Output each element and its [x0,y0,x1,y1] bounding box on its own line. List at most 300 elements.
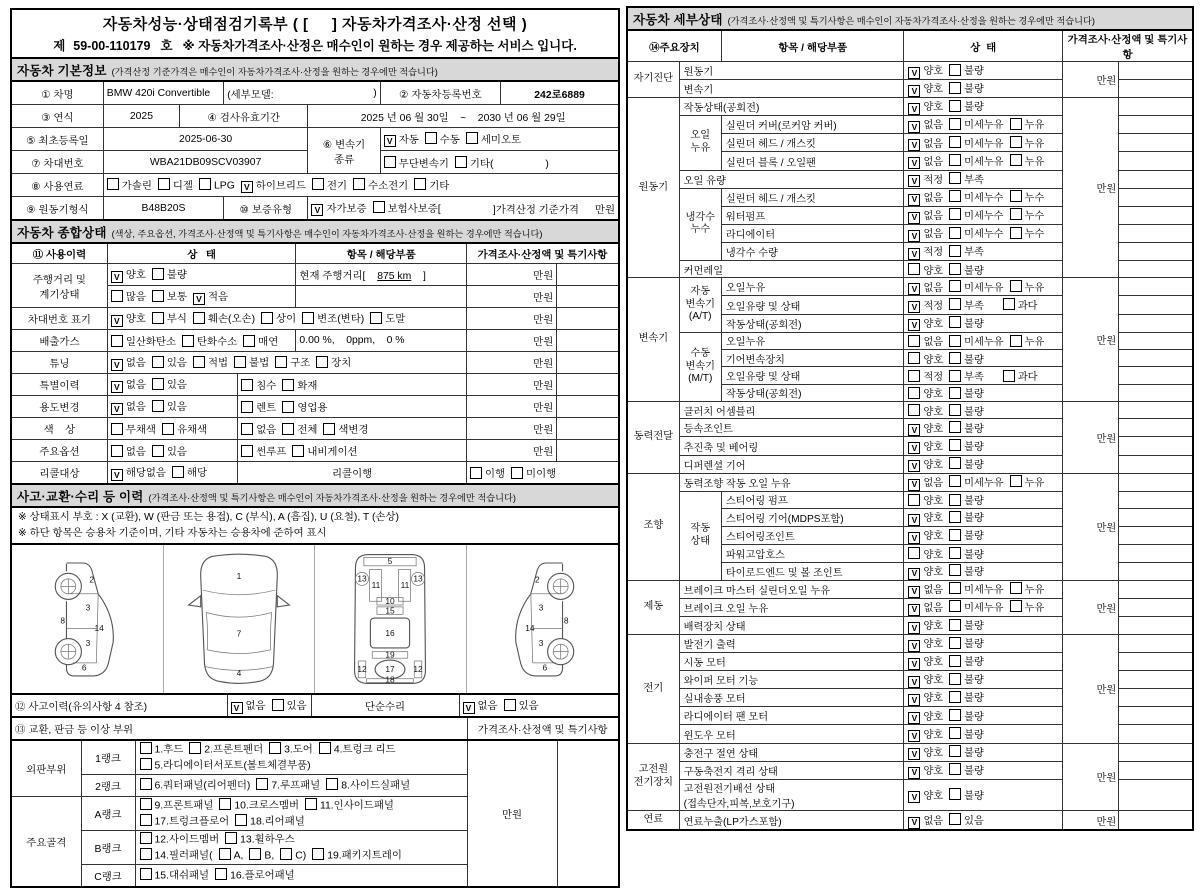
checkbox[interactable] [275,356,287,368]
option-label: 불량 [964,406,984,418]
checkbox[interactable] [908,404,920,416]
checkbox[interactable] [193,312,205,324]
svg-text:7: 7 [236,628,242,639]
checkbox[interactable] [152,356,164,368]
checkbox[interactable] [269,742,281,754]
check-option [1003,297,1038,312]
checkbox[interactable] [908,387,920,399]
checkbox[interactable] [949,387,961,399]
checkbox[interactable]: V [908,212,920,224]
item-label: 작동상태(공회전) [721,314,904,332]
state-cell [107,286,296,308]
checkbox[interactable] [189,742,201,754]
checkbox[interactable] [158,178,170,190]
checkbox[interactable] [949,190,961,202]
checkbox[interactable] [152,268,164,280]
price-amount: 만원 [466,418,556,440]
checkbox[interactable] [111,335,123,347]
check-option [172,464,207,479]
checkbox[interactable] [908,494,920,506]
checkbox[interactable] [152,312,164,324]
check-option [463,697,498,714]
checkbox[interactable] [1010,227,1022,239]
checkbox[interactable] [353,178,365,190]
option-label: 불량 [964,102,984,114]
checkbox[interactable]: V [908,604,920,616]
field-label: ③ 연식 [11,105,103,128]
check-option [908,279,943,296]
checkbox[interactable] [949,118,961,130]
checkbox[interactable] [908,263,920,275]
checkbox[interactable] [292,445,304,457]
checkbox[interactable] [949,637,961,649]
option-label: 7.루프패널 [271,780,321,792]
check-option [152,398,187,413]
checkbox[interactable]: V [463,702,475,714]
car-name-value: BMW 420i Convertible [103,81,223,105]
checkbox[interactable] [470,467,482,479]
checkbox[interactable] [1010,154,1022,166]
checkbox[interactable] [908,335,920,347]
checkbox[interactable] [949,788,961,800]
row-label: 용도변경 [11,396,107,418]
checkbox[interactable] [949,245,961,257]
checkbox[interactable]: V [908,730,920,742]
checkbox[interactable] [414,178,426,190]
checkbox[interactable] [152,378,164,390]
checkbox[interactable]: V [231,702,243,714]
checkbox[interactable] [282,379,294,391]
checkbox[interactable]: V [111,315,123,327]
price-note [1119,261,1193,278]
option-label: 누유 [1024,282,1045,294]
checkbox[interactable] [949,600,961,612]
check-option [949,599,1003,614]
option-label: 유채색 [176,425,208,436]
option-label: 썬루프 [256,447,287,458]
checkbox[interactable]: V [908,712,920,724]
checkbox[interactable]: V [111,381,123,393]
doc-prefix: 제 [53,39,66,53]
checkbox[interactable] [305,798,317,810]
device-label: 연료 [627,811,679,830]
option-label: 누유 [1024,138,1045,150]
checkbox[interactable] [219,798,231,810]
checkbox[interactable] [949,582,961,594]
checkbox[interactable] [241,445,253,457]
option-label: 불량 [964,729,984,741]
checkbox[interactable]: V [384,135,396,147]
item-label: 스티어링 기어(MDPS포함) [721,509,904,527]
checkbox[interactable] [107,178,119,190]
doc-number: 59-00-110179 [73,39,151,53]
checkbox[interactable]: V [908,694,920,706]
check-option [908,653,943,670]
option-label: 적정 [923,247,944,259]
option-label: 불량 [964,354,984,366]
checkbox[interactable] [111,445,123,457]
checkbox[interactable] [241,379,253,391]
checkbox[interactable] [111,423,123,435]
price-note [1119,62,1193,80]
item-label: 윈도우 모터 [679,725,904,743]
option-label: 미세누수 [964,210,1004,222]
state-cell [904,224,1063,242]
checkbox[interactable] [949,439,961,451]
checkbox[interactable] [949,298,961,310]
checkbox[interactable]: V [908,460,920,472]
checkbox[interactable] [949,421,961,433]
check-option [152,354,187,369]
option-label: 양호 [923,729,944,741]
checkbox[interactable]: V [908,586,920,598]
option-label: 4.트렁크 리드 [333,744,396,756]
checkbox[interactable]: V [111,359,123,371]
checkbox[interactable] [235,814,247,826]
checkbox[interactable] [1010,280,1022,292]
checkbox[interactable] [949,280,961,292]
table-row [11,717,619,740]
price-note [1119,367,1193,384]
checkbox[interactable] [949,745,961,757]
checkbox[interactable] [312,848,324,860]
checkbox[interactable] [225,832,237,844]
model-year-value: 2025 [103,105,179,128]
state-cell [904,743,1063,761]
checkbox[interactable] [241,401,253,413]
item-label: 구동축전지 격리 상태 [679,761,904,779]
checkbox[interactable] [425,132,437,144]
check-option [908,403,943,418]
check-option [949,207,1003,222]
checkbox[interactable] [1010,600,1022,612]
checkbox[interactable] [249,848,261,860]
state-cell [107,418,237,440]
check-option [908,744,943,761]
price-note [1119,545,1193,562]
checkbox[interactable] [219,848,231,860]
checkbox[interactable] [323,423,335,435]
checkbox[interactable] [949,475,961,487]
checkbox[interactable] [241,423,253,435]
item-label: 발전기 출력 [679,635,904,653]
checkbox[interactable] [949,227,961,239]
checkbox[interactable] [949,619,961,631]
part-cell: 0.00 %, 0ppm, 0 % [296,330,467,352]
price-note [1119,635,1193,653]
checkbox[interactable] [504,699,516,711]
checkbox[interactable] [949,335,961,347]
check-option [282,399,327,414]
checkbox[interactable] [949,529,961,541]
option-label: 누수 [1024,210,1045,222]
option-label: 누유 [1024,337,1045,349]
price-note [1119,437,1193,455]
state-cell [904,62,1063,80]
checkbox[interactable] [272,699,284,711]
checkbox[interactable] [282,423,294,435]
first-registration-value: 2025-06-30 [103,128,308,151]
car-diagram-top [164,545,316,693]
checkbox[interactable] [172,466,184,478]
option-label: 양호 [923,66,944,78]
checkbox[interactable] [949,457,961,469]
table-row [11,308,619,330]
checkbox[interactable] [182,335,194,347]
checkbox[interactable] [908,370,920,382]
svg-text:18: 18 [385,674,395,685]
checkbox[interactable] [949,763,961,775]
checkbox[interactable] [949,564,961,576]
checkbox[interactable]: V [908,283,920,295]
checkbox[interactable]: V [241,181,253,193]
item-label: 시동 모터 [679,653,904,671]
checkbox[interactable] [140,778,152,790]
checkbox[interactable] [949,709,961,721]
check-option [140,742,184,758]
state-cell [904,116,1063,134]
car-diagram-underbody [315,545,467,693]
checkbox[interactable] [256,778,268,790]
check-option [908,527,943,544]
check-option [1010,599,1045,614]
check-option [908,671,943,688]
state-cell [904,689,1063,707]
checkbox[interactable]: V [908,568,920,580]
checkbox[interactable] [949,82,961,94]
engine-type-value: B48B20S [103,197,223,221]
checkbox[interactable]: V [111,469,123,481]
option-label: 양호 [923,657,944,669]
state-cell [107,352,466,374]
checkbox[interactable]: V [193,293,205,305]
checkbox[interactable] [140,848,152,860]
checkbox[interactable] [280,848,292,860]
checkbox[interactable] [949,511,961,523]
check-option [323,421,368,436]
checkbox[interactable] [152,445,164,457]
item-label: 오일 유량 [679,170,904,188]
section-overall-title: 자동차 종합상태 [17,226,107,240]
checkbox[interactable] [949,172,961,184]
option-label: 없음 [923,282,944,294]
checkbox[interactable]: V [908,479,920,491]
checkbox[interactable] [193,356,205,368]
checkbox[interactable]: V [908,748,920,760]
checkbox[interactable] [1010,136,1022,148]
checkbox[interactable] [384,156,396,168]
checkbox[interactable] [140,832,152,844]
part-cell: 현재 주행거리[ 875 km ] [296,264,467,286]
checkbox[interactable]: V [908,248,920,260]
checkbox[interactable] [949,316,961,328]
option-label: 해당 [186,468,208,480]
checkbox[interactable]: V [908,767,920,779]
checkbox[interactable] [949,370,961,382]
option-label: 누수 [1024,192,1045,204]
checkbox[interactable] [949,100,961,112]
checkbox[interactable] [140,798,152,810]
check-option [949,315,984,330]
checkbox[interactable] [316,356,328,368]
checkbox[interactable] [111,290,123,302]
checkbox[interactable] [199,178,211,190]
checkbox[interactable] [319,742,331,754]
option-label: 양호 [923,354,944,366]
check-option [282,377,317,392]
checkbox[interactable] [162,423,174,435]
checkbox[interactable] [908,352,920,364]
checkbox[interactable] [152,400,164,412]
checkbox[interactable] [949,208,961,220]
column-header: 상 태 [904,30,1063,62]
check-option [140,814,230,830]
checkbox[interactable] [234,356,246,368]
checkbox[interactable] [326,778,338,790]
checkbox[interactable]: V [908,532,920,544]
check-option [908,546,943,561]
checkbox[interactable] [949,64,961,76]
checkbox[interactable] [466,132,478,144]
checkbox[interactable]: V [908,676,920,688]
column-header: 항목 / 해당부품 [721,30,904,62]
checkbox[interactable]: V [908,85,920,97]
checkbox[interactable]: V [908,139,920,151]
state-cell [904,367,1063,384]
checkbox[interactable] [908,547,920,559]
option-label: 미세누유 [964,337,1004,349]
checkbox[interactable] [312,178,324,190]
checkbox[interactable]: V [311,204,323,216]
checkbox[interactable]: V [908,67,920,79]
checkbox[interactable] [949,655,961,667]
checkbox[interactable] [1010,190,1022,202]
checkbox[interactable]: V [908,175,920,187]
check-option [353,177,408,192]
price-amount: 만원 [1063,743,1119,811]
option-label: 불량 [964,693,984,705]
checkbox[interactable] [949,727,961,739]
checkbox[interactable] [511,467,523,479]
checkbox[interactable]: V [908,319,920,331]
checkbox[interactable] [302,312,314,324]
checkbox[interactable] [455,156,467,168]
checkbox[interactable]: V [908,103,920,115]
price-note [1119,116,1193,134]
checkbox[interactable]: V [111,403,123,415]
checkbox[interactable]: V [908,658,920,670]
checkbox[interactable]: V [908,121,920,133]
checkbox[interactable] [949,813,961,825]
checkbox[interactable] [949,136,961,148]
checkbox[interactable] [140,868,152,880]
checkbox[interactable] [949,352,961,364]
price-note [1119,455,1193,473]
table-row [627,743,1193,761]
check-option [140,848,213,864]
option-label: 적정 [923,174,944,186]
checkbox[interactable] [140,814,152,826]
option-label: 부족 [964,300,984,312]
checkbox[interactable]: V [908,424,920,436]
submodel-close: ) [373,87,377,99]
check-option [908,207,943,224]
checkbox[interactable] [282,401,294,413]
checkbox[interactable] [949,547,961,559]
option-label: 13.휠하우스 [240,834,295,846]
checkbox[interactable] [1003,370,1015,382]
check-option [949,385,984,400]
subgroup-label: 냉각수 누수 [679,188,721,260]
checkbox[interactable]: V [908,514,920,526]
checkbox[interactable] [949,154,961,166]
checkbox[interactable] [140,742,152,754]
checkbox[interactable] [1003,298,1015,310]
check-option [949,116,1003,131]
checkbox[interactable] [949,494,961,506]
checkbox[interactable] [152,290,164,302]
check-option [111,354,146,371]
check-option [312,177,347,192]
checkbox[interactable] [1010,208,1022,220]
option-label: 누유 [1024,584,1045,596]
item-label: 냉각수 수량 [721,242,904,260]
checkbox[interactable]: V [908,622,920,634]
checkbox[interactable] [373,201,385,213]
checkbox[interactable]: V [908,157,920,169]
price-note [557,330,619,352]
item-label: 커먼레일 [679,261,904,278]
checkbox[interactable]: V [908,817,920,829]
option-label: 해당없음 [125,468,166,480]
checkbox[interactable] [949,404,961,416]
checkbox[interactable] [370,312,382,324]
check-option [908,726,943,743]
table-row [627,62,1193,80]
checkbox[interactable]: V [908,640,920,652]
checkbox[interactable] [949,673,961,685]
checkbox[interactable] [949,691,961,703]
check-option [219,848,244,864]
checkbox[interactable]: V [908,230,920,242]
checkbox[interactable] [243,335,255,347]
checkbox[interactable] [140,758,152,770]
checkbox[interactable]: V [908,301,920,313]
checkbox[interactable]: V [111,271,123,283]
option-label: 없음 [923,337,944,349]
item-label: 동력조향 작동 오일 누유 [679,473,904,491]
check-option [949,153,1003,168]
state-cell [904,402,1063,419]
checkbox[interactable]: V [908,442,920,454]
checkbox[interactable]: V [908,194,920,206]
checkbox[interactable]: V [908,791,920,803]
checkbox[interactable] [1010,335,1022,347]
check-option [272,697,307,712]
checkbox[interactable] [215,868,227,880]
price-note [1119,296,1193,314]
checkbox[interactable] [261,312,273,324]
checkbox[interactable] [1010,118,1022,130]
item-label: 오일유량 및 상태 [721,367,904,384]
checkbox[interactable] [1010,475,1022,487]
checkbox[interactable] [949,263,961,275]
item-label: 오일누유 [721,332,904,349]
checkbox[interactable] [1010,582,1022,594]
check-option [949,671,984,686]
check-option [1010,116,1045,131]
check-option [162,421,207,436]
